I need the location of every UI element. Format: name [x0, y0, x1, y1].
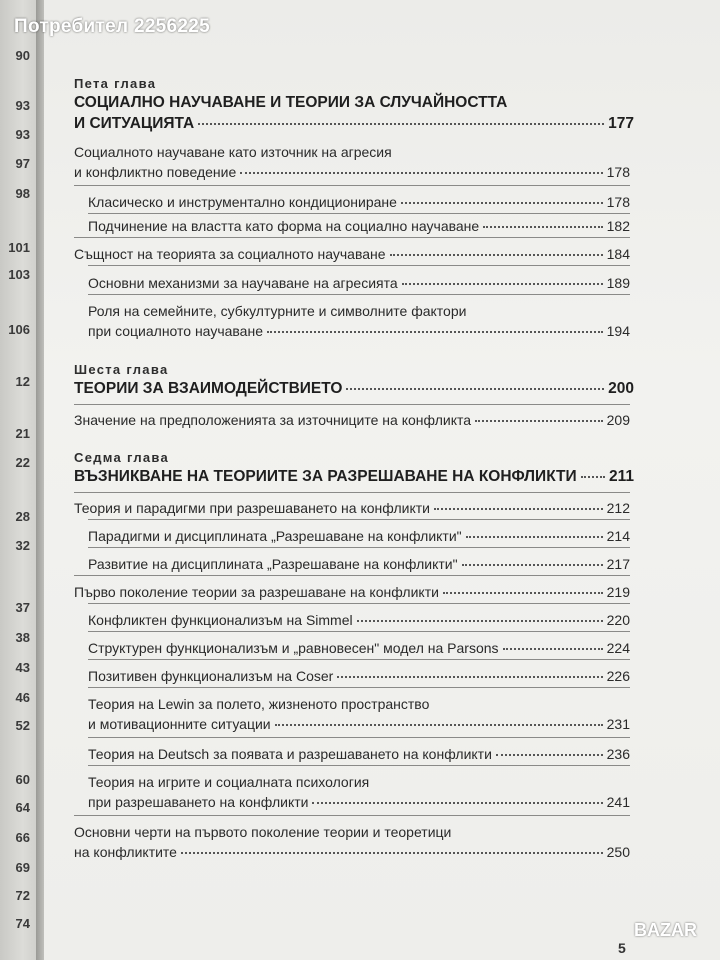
page-ref: 219 — [606, 584, 630, 600]
left-page-number: 93 — [15, 98, 30, 113]
left-page-number: 38 — [15, 630, 30, 645]
toc-entry: Роля на семейните, субкултурните и символните фактори при социалното научаване 194 — [88, 303, 630, 339]
left-page-number: 64 — [15, 800, 30, 815]
divider — [88, 294, 630, 295]
toc-entry: Теория и парадигми при разрешаването на конфликти 212 — [74, 500, 630, 516]
left-page-number: 72 — [15, 888, 30, 903]
left-page-edge — [0, 0, 38, 960]
dot-leader — [346, 388, 604, 390]
page-ref: 182 — [606, 218, 630, 234]
page-ref: 241 — [606, 794, 630, 810]
toc-entry: Класическо и инструментално кондициониране 178 — [88, 194, 630, 210]
left-page-number: 21 — [15, 426, 30, 441]
toc-entry: Основни механизми за научаване на агресията 189 — [88, 275, 630, 291]
left-page-number: 52 — [15, 718, 30, 733]
toc-entry: Парадигми и дисциплината „Разрешаване на конфликти" 214 — [88, 528, 630, 544]
page-ref: 214 — [606, 528, 630, 544]
chapter-6-heading — [74, 362, 634, 398]
left-page-number: 98 — [15, 186, 30, 201]
page-ref: 178 — [606, 194, 630, 210]
left-page-number: 43 — [15, 660, 30, 675]
chapter-title-line2: И СИТУАЦИЯТА 177 — [74, 115, 634, 132]
chapter-label: Пета глава — [74, 76, 157, 91]
page-ref: 211 — [608, 468, 634, 485]
divider — [74, 575, 630, 576]
toc-entry: Конфликтен функционализъм на Simmel 220 — [88, 612, 630, 628]
divider — [88, 213, 630, 214]
dot-leader — [198, 123, 604, 125]
left-page-number: 101 — [8, 240, 30, 255]
left-page-number: 69 — [15, 860, 30, 875]
page-ref: 250 — [606, 844, 630, 860]
divider — [74, 404, 630, 405]
left-page-number: 32 — [15, 538, 30, 553]
divider — [74, 492, 630, 493]
chapter-5-heading — [74, 76, 634, 133]
toc-entry: Теория на Deutsch за появата и разрешаването на конфликти 236 — [88, 746, 630, 762]
left-page-number: 46 — [15, 690, 30, 705]
divider — [88, 519, 630, 520]
dot-leader — [581, 476, 605, 478]
toc-entry: Позитивен функционализъм на Coser 226 — [88, 668, 630, 684]
page-ref: 217 — [606, 556, 630, 572]
left-page-number: 74 — [15, 916, 30, 931]
page-number: 5 — [618, 940, 626, 956]
chapter-title: ТЕОРИИ ЗА ВЗАИМОДЕЙСТВИЕТО 200 — [74, 380, 634, 397]
divider — [74, 185, 630, 186]
toc-entry: Теория на Lewin за полето, жизненото пространство и мотивационните ситуации 231 — [88, 696, 630, 732]
page-ref: 212 — [606, 500, 630, 516]
left-page-number: 60 — [15, 772, 30, 787]
divider — [74, 237, 630, 238]
page-ref: 177 — [608, 115, 634, 132]
page-ref: 189 — [606, 275, 630, 291]
toc-entry: Подчинение на властта като форма на социално научаване 182 — [88, 218, 630, 234]
left-page-number: 90 — [15, 48, 30, 63]
page-ref: 220 — [606, 612, 630, 628]
toc-entry: Теория на игрите и социалната психология при разрешаването на конфликти 241 — [88, 774, 630, 810]
left-page-number: 93 — [15, 127, 30, 142]
page-ref: 209 — [606, 412, 630, 428]
divider — [74, 815, 630, 816]
page-ref: 224 — [606, 640, 630, 656]
toc-entry: Структурен функционализъм и „равновесен" модел на Parsons 224 — [88, 640, 630, 656]
divider — [88, 547, 630, 548]
toc-entry: Същност на теорията за социалното научаване 184 — [74, 246, 630, 262]
page-ref: 178 — [606, 164, 630, 180]
page-ref: 231 — [606, 716, 630, 732]
toc-entry: Развитие на дисциплината „Разрешаване на конфликти" 217 — [88, 556, 630, 572]
chapter-title: СОЦИАЛНО НАУЧАВАНЕ И ТЕОРИИ ЗА СЛУЧАЙНОСТТА — [74, 94, 508, 111]
bazar-logo: BAZAR — [634, 920, 697, 940]
divider — [88, 687, 630, 688]
page-ref: 184 — [606, 246, 630, 262]
page-ref: 226 — [606, 668, 630, 684]
divider — [88, 631, 630, 632]
left-page-number: 106 — [8, 322, 30, 337]
user-watermark: Потребител 2256225 — [14, 16, 211, 37]
chapter-label: Шеста глава — [74, 362, 169, 377]
chapter-label: Седма глава — [74, 450, 170, 465]
chapter-title: ВЪЗНИКВАНЕ НА ТЕОРИИТЕ ЗА РАЗРЕШАВАНЕ НА КОНФЛИКТИ 211 — [74, 468, 634, 485]
left-page-number: 12 — [15, 374, 30, 389]
left-page-number: 66 — [15, 830, 30, 845]
divider — [88, 765, 630, 766]
page-ref: 194 — [606, 323, 630, 339]
toc-entry: Основни черти на първото поколение теории и теоретици на конфликтите 250 — [74, 824, 630, 860]
toc-entry: Първо поколение теории за разрешаване на конфликти 219 — [74, 584, 630, 600]
left-page-number: 28 — [15, 509, 30, 524]
left-page-number: 97 — [15, 156, 30, 171]
left-page-number: 22 — [15, 455, 30, 470]
divider — [88, 265, 630, 266]
divider — [88, 659, 630, 660]
page-ref: 236 — [606, 746, 630, 762]
divider — [88, 603, 630, 604]
chapter-7-heading — [74, 450, 634, 486]
toc-entry: Социалното научаване като източник на агресия и конфликтно поведение 178 — [74, 144, 630, 180]
page-ref: 200 — [608, 380, 634, 397]
left-page-number: 37 — [15, 600, 30, 615]
divider — [88, 737, 630, 738]
left-page-number: 103 — [8, 267, 30, 282]
toc-entry: Значение на предположенията за източниците на конфликта 209 — [74, 412, 630, 428]
